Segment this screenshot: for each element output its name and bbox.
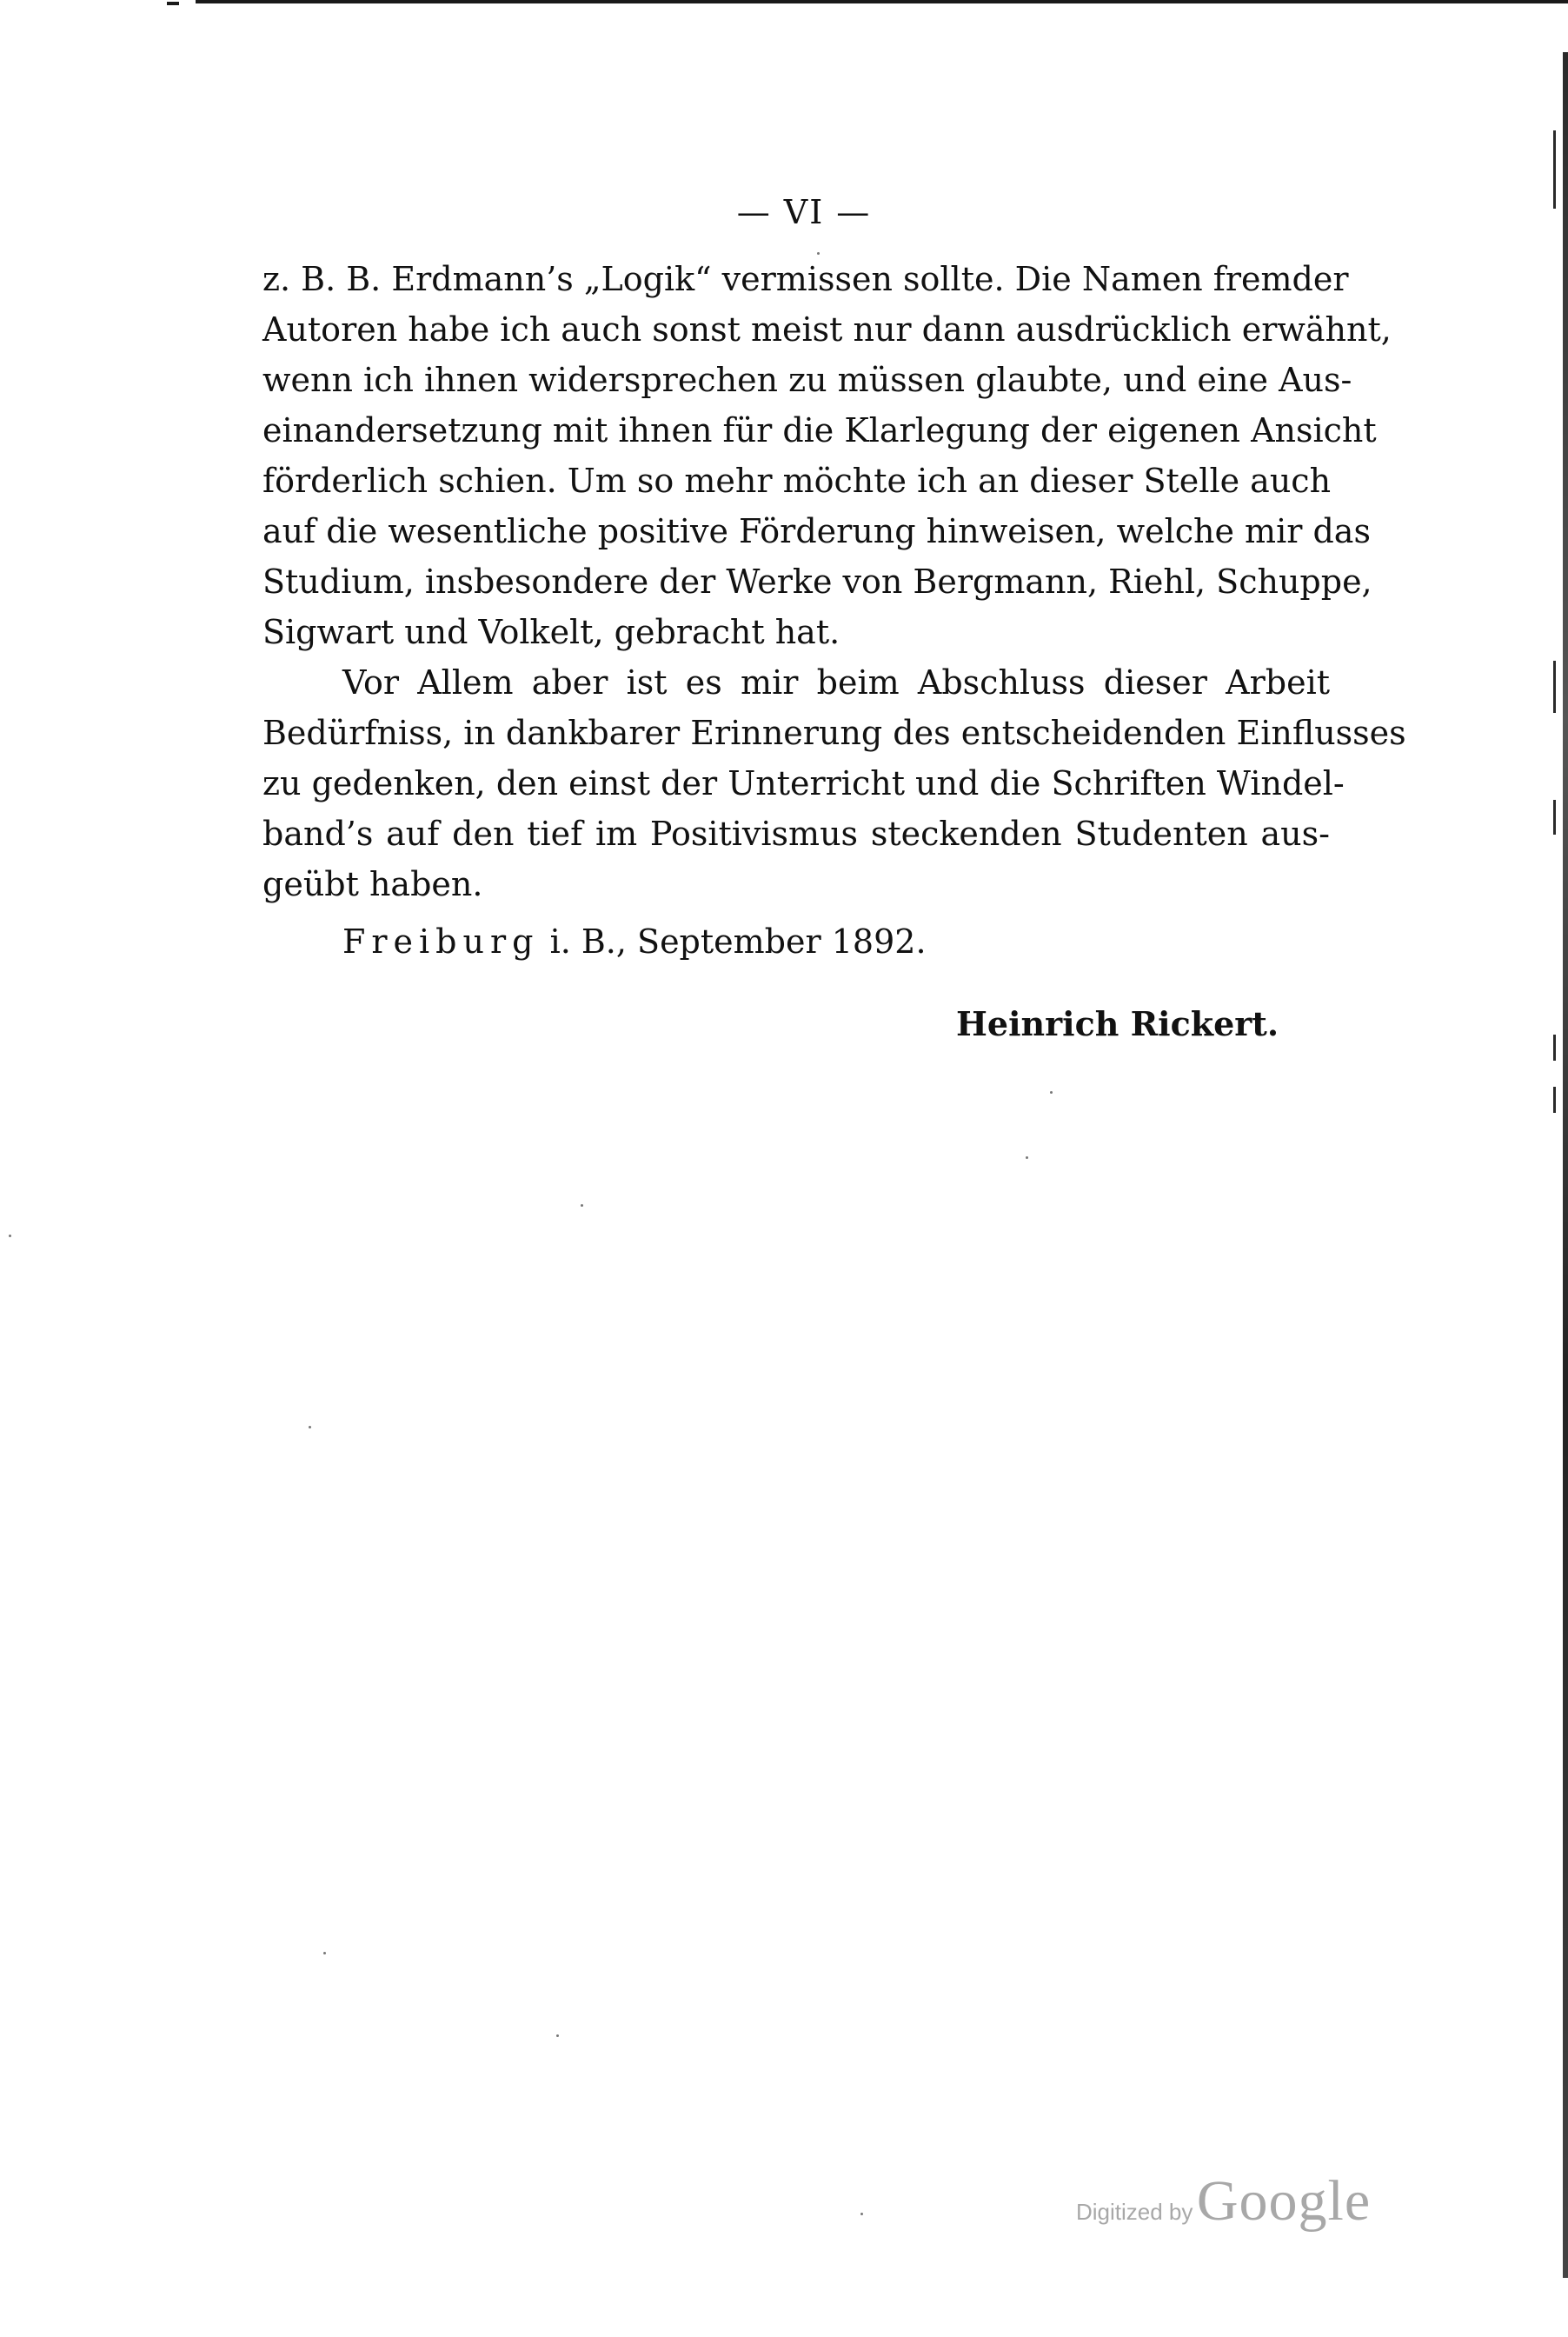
scan-edge-mark bbox=[1553, 661, 1556, 713]
scan-speck bbox=[323, 1952, 326, 1954]
text-line: band’s auf den tief im Positivismus steckenden Studenten aus- bbox=[262, 815, 1330, 853]
text-line: Bedürfniss, in dankbarer Erinnerung des entscheidenden Einflusses bbox=[262, 714, 1406, 752]
scan-top-border bbox=[196, 0, 1568, 3]
scan-speck bbox=[9, 1235, 11, 1237]
scan-right-border bbox=[1563, 52, 1568, 2278]
dateline-place: Freiburg bbox=[342, 922, 540, 961]
page-number: — VI — bbox=[736, 193, 872, 231]
text-line: zu gedenken, den einst der Unterricht und die Schriften Windel- bbox=[262, 764, 1345, 802]
digitized-watermark bbox=[1076, 2168, 1371, 2234]
scan-speck bbox=[1050, 1091, 1053, 1094]
text-line: Studium, insbesondere der Werke von Bergmann, Riehl, Schuppe, bbox=[262, 563, 1372, 601]
text-line: wenn ich ihnen widersprechen zu müssen glaubte, und eine Aus- bbox=[262, 361, 1352, 399]
scan-edge-mark bbox=[1553, 1087, 1556, 1113]
text-line: z. B. B. Erdmann’s „Logik“ vermissen sollte. Die Namen fremder bbox=[262, 260, 1349, 298]
dateline bbox=[262, 916, 1330, 967]
scan-speck bbox=[817, 252, 820, 255]
text-line: förderlich schien. Um so mehr möchte ich an dieser Stelle auch bbox=[262, 462, 1332, 500]
scan-edge-mark bbox=[167, 2, 179, 5]
text-line: Sigwart und Volkelt, gebracht hat. bbox=[262, 613, 840, 651]
watermark-prefix: Digitized by bbox=[1076, 2199, 1193, 2225]
text-line: auf die wesentliche positive Förderung hinweisen, welche mir das bbox=[262, 512, 1371, 550]
author-signature: Heinrich Rickert. bbox=[956, 1004, 1279, 1043]
text-line: geübt haben. bbox=[262, 865, 483, 903]
scan-edge-mark bbox=[1553, 1035, 1556, 1061]
text-line: einandersetzung mit ihnen für die Klarlegung der eigenen Ansicht bbox=[262, 411, 1377, 449]
text-line: Autoren habe ich auch sonst meist nur dann ausdrücklich erwähnt, bbox=[262, 310, 1392, 349]
google-logo: Google bbox=[1196, 2169, 1372, 2233]
scan-speck bbox=[860, 2213, 863, 2215]
scan-speck bbox=[1026, 1156, 1028, 1159]
text-line: Vor Allem aber ist es mir beim Abschluss dieser Arbeit bbox=[342, 663, 1330, 702]
body-text bbox=[262, 254, 1406, 967]
scan-speck bbox=[581, 1204, 583, 1207]
scan-speck bbox=[556, 2034, 559, 2037]
scan-speck bbox=[309, 1426, 311, 1428]
scan-edge-mark bbox=[1553, 800, 1556, 835]
dateline-date: i. B., September 1892. bbox=[549, 922, 927, 961]
